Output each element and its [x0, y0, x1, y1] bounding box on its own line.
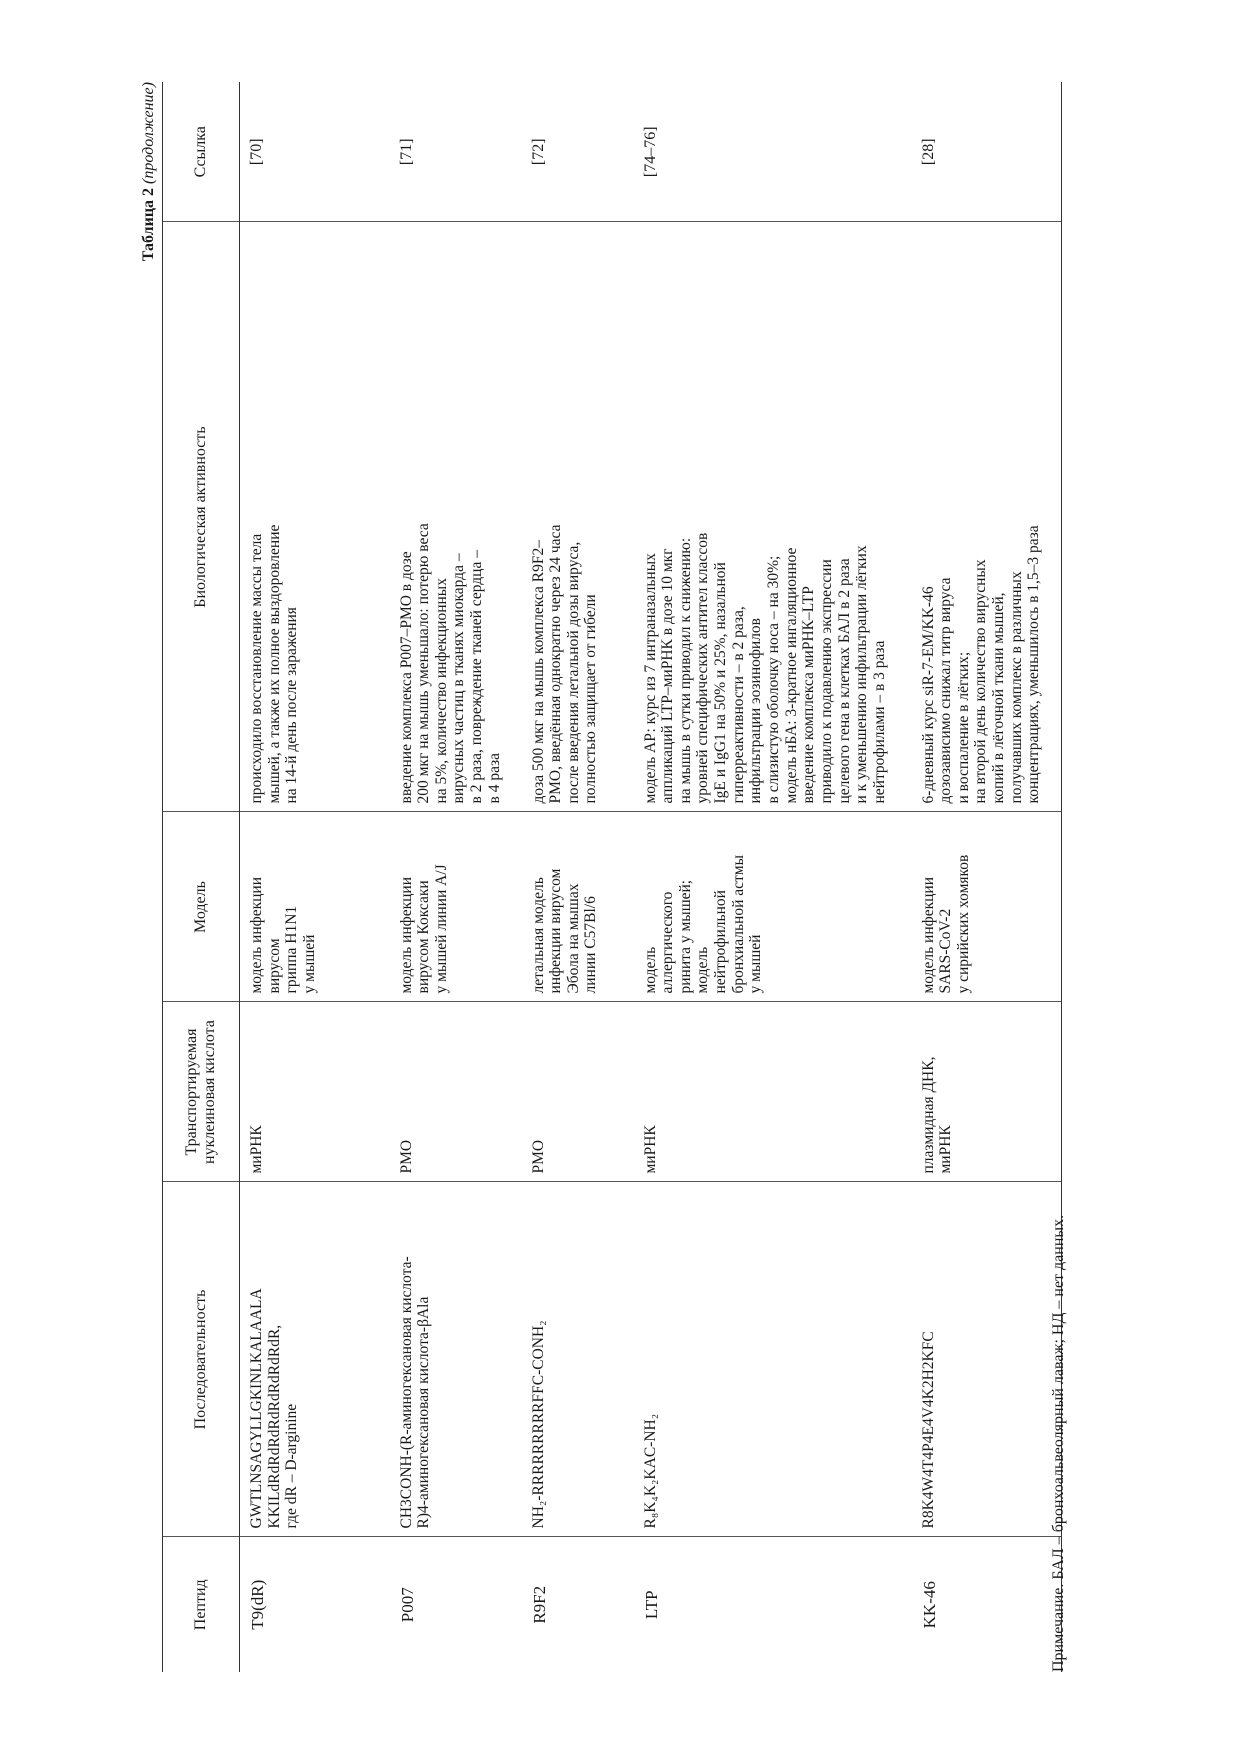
table-row: [634, 82, 912, 1672]
header-reference: Ссылка: [163, 82, 240, 222]
cell-nucleic-acid: PMO: [390, 1002, 522, 1182]
table-continuation: (продолжение): [140, 82, 157, 184]
cell-reference: [28]: [912, 82, 1062, 222]
cell-sequence: CH3CONH-(R-аминогексановая кислота- R)4-аминогексановая кислота-βAla: [390, 1182, 522, 1537]
cell-model: летальная модель инфекции вирусом Эбола на мышах линии C57Bl/6: [522, 812, 634, 1002]
cell-activity: происходило восстановление массы тела мышей, а также их полное выздоровление на 14-й день после заражения: [240, 222, 390, 812]
cell-nucleic-acid: PMO: [522, 1002, 634, 1182]
cell-nucleic-acid: миРНК: [634, 1002, 912, 1182]
cell-activity: модель АР: курс из 7 интраназальных аппликаций LTP–миРНК в дозе 10 мкг на мышь в сутки приводил к снижению: уровней специфических антител классов IgE и IgG1 на 50% и 25%, назальной гиперреактивности – в 2 раза, инфильтрации эозинофилов в слизистую оболочку носа – на 30%; модель нБА: 3-кратное ингаляционное введение комплекса миРНК–LTP приводило к подавлению экспрессии целевого гена в клетках БАЛ в 2 раза и к уменьшению инфильтрации лёгких нейтрофилами – в 3 раза: [634, 222, 912, 812]
cell-sequence: GWTLNSAGYLLGKINLKALAALA KKILdRdRdRdRdRdRdRdRdR, где dR – D-arginine: [240, 1182, 390, 1537]
cell-peptide: KK-46: [912, 1537, 1062, 1672]
cell-peptide: R9F2: [529, 1585, 549, 1624]
header-nucleic-acid: Транспортируемая нуклеиновая кислота: [163, 1002, 240, 1182]
cell-activity: 6-дневный курс siR-7-EM/KK-46 дозозависимо снижал титр вируса и воспаление в лёгких; на второй день количество вирусных копий в лёгочной ткани мышей, получавших комплекс в различных концентрациях, уменьшилось в 1,5–3 раза: [912, 222, 1062, 812]
header-peptide: Пептид: [163, 1537, 240, 1672]
header-activity: Биологическая активность: [163, 222, 240, 812]
header-row: [163, 82, 240, 1672]
cell-sequence: NH₂-RRRRRRRRRFFC-CONH₂: [522, 1182, 634, 1537]
cell-model: модель инфекции SARS-CoV-2 у сирийских хомяков: [912, 812, 1062, 1002]
header-sequence: Последовательность: [163, 1182, 240, 1537]
cell-reference: [70]: [240, 82, 390, 222]
table-note: Примечание. БАЛ – бронхоальвеолярный лаваж; НД – нет данных.: [1050, 1214, 1067, 1672]
table-caption: [140, 82, 158, 261]
table-row: [912, 82, 1062, 1672]
rotated-page: [140, 82, 1080, 1672]
table-label: Таблица 2: [140, 187, 157, 262]
data-table: [162, 82, 1062, 1672]
header-model: Модель: [163, 812, 240, 1002]
cell-nucleic-acid: миРНК: [240, 1002, 390, 1182]
cell-peptide: T9(dR): [248, 1579, 267, 1630]
cell-sequence: R8K4W4T4P4E4V4K2H2KFC: [912, 1182, 1062, 1537]
table-row: [522, 82, 634, 1672]
cell-model: модель инфекции вирусом Коксаки у мышей линии A/J: [390, 812, 522, 1002]
table-row: [240, 82, 390, 1672]
table-row: [390, 82, 522, 1672]
cell-reference: [71]: [390, 82, 522, 222]
cell-nucleic-acid: плазмидная ДНК, миРНК: [912, 1002, 1062, 1182]
cell-model: модель аллергического ринита у мышей; модель нейтрофильной бронхиальной астмы у мышей: [634, 812, 912, 1002]
cell-reference: [72]: [522, 82, 634, 222]
cell-peptide: LTP: [641, 1590, 661, 1620]
cell-reference: [74–76]: [634, 82, 912, 222]
cell-model: модель инфекции вирусом гриппа H1N1 у мышей: [240, 812, 390, 1002]
cell-peptide: P007: [397, 1587, 417, 1623]
cell-sequence: R₈K₄K₂KAC-NH₂: [634, 1182, 912, 1537]
cell-activity: доза 500 мкг на мышь комплекса R9F2– PMO, введённая однократно через 24 часа после введения летальной дозы вируса, полностью защищает от гибели: [522, 222, 634, 812]
cell-activity: введение комплекса P007–PMO в дозе 200 мкг на мышь уменьшало: потерю веса на 5%, количество инфекционных вирусных частиц в тканях миокарда – в 2 раза, повреждение тканей сердца – в 4 раза: [390, 222, 522, 812]
